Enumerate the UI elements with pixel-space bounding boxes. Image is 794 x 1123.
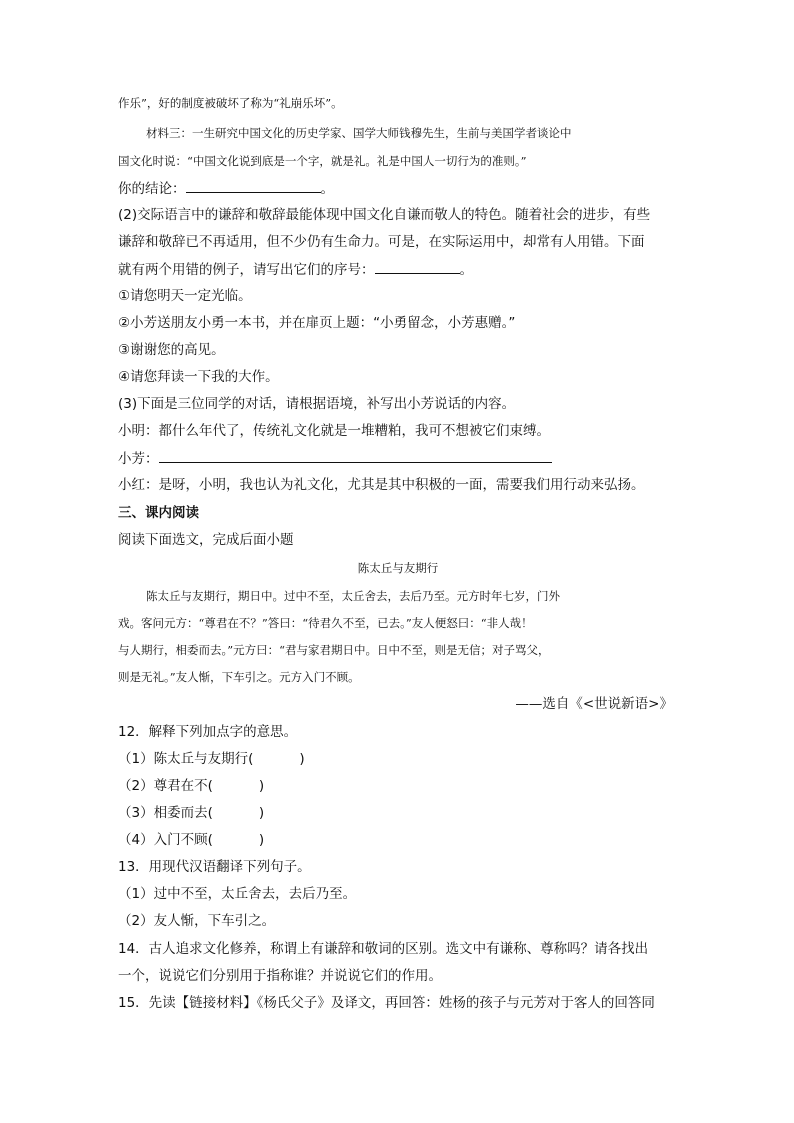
q12-item-2-text: 尊君在不( <box>153 778 213 794</box>
conclusion-end: 。 <box>320 181 334 197</box>
q12-item-3 <box>118 804 678 822</box>
q2-option-1: ①请您明天一定光临。 <box>118 288 252 304</box>
q2-option-3: ③谢谢您的高见。 <box>118 342 225 358</box>
q12-item-3-close: ) <box>258 805 265 821</box>
q12-item-4-close: ) <box>258 832 265 848</box>
passage-line-3: 与人期行，相委而去。”元方曰：“君与家君期日中。日中不至，则是无信；对子骂父， <box>118 643 550 657</box>
material3-line2: 国文化时说：“中国文化说到底是一个字，就是礼。礼是中国人一切行为的准则。” <box>118 154 527 168</box>
q12-item-2-close: ) <box>258 778 265 794</box>
q14-line2: 一个，说说它们分别用于指称谁？并说说它们的作用。 <box>118 968 442 984</box>
material-line-top: 作乐”，好的制度被破坏了称为“礼崩乐坏”。 <box>118 96 343 110</box>
q14-line1: 14．古人追求文化修养，称谓上有谦辞和敬词的区别。选文中有谦称、尊称吗？请各找出 <box>118 941 649 957</box>
q13-item-2: （2）友人惭，下车引之。 <box>118 913 276 929</box>
q12-item-3-num: （3） <box>118 805 154 821</box>
q15-line1: 15．先读【链接材料】《杨氏父子》及译文，再回答：姓杨的孩子与元芳对于客人的回答同 <box>118 995 655 1011</box>
passage-line-4: 则是无礼。”友人惭，下车引之。元方入门不顾。 <box>118 670 360 684</box>
q12-item-1 <box>118 750 678 768</box>
passage-line-1: 陈太丘与友期行，期日中。过中不至，太丘舍去，去后乃至。元方时年七岁，门外 <box>146 589 560 603</box>
q13-item-1: （1）过中不至，太丘舍去，去后乃至。 <box>118 886 357 902</box>
q12-item-3-text: 相委而去( <box>153 805 213 821</box>
q2-line1: (2)交际语言中的谦辞和敬辞最能体现中国文化自谦而敬人的特色。随着社会的进步，有些 <box>118 207 651 223</box>
q12-item-4-text: 入门不顾( <box>153 832 213 848</box>
q12-stem: 12．解释下列加点字的意思。 <box>118 724 298 740</box>
q12-item-2 <box>118 777 678 795</box>
q12-item-4-num: （4） <box>118 832 154 848</box>
section3-title: 三、课内阅读 <box>118 505 199 521</box>
q3-intro: (3)下面是三位同学的对话，请根据语境，补写出小芳说话的内容。 <box>118 396 516 412</box>
q3-xiaofang-label: 小芳： <box>118 451 159 467</box>
q3-xiaohong: 小红：是呀，小明，我也认为礼文化，尤其是其中积极的一面，需要我们用行动来弘扬。 <box>118 477 645 493</box>
q2-option-2: ②小芳送朋友小勇一本书，并在扉页上题：“小勇留念，小芳惠赠。” <box>118 315 516 331</box>
q12-item-1-close: ) <box>299 751 305 767</box>
passage-title: 陈太丘与友期行 <box>357 561 439 575</box>
q2-line2: 谦辞和敬辞已不再适用，但不少仍有生命力。可是，在实际运用中，却常有人用错。下面 <box>118 234 645 250</box>
passage-source: ——选自《<世说新语>》 <box>515 696 673 712</box>
conclusion-answer-blank[interactable] <box>186 179 321 193</box>
section3-instruction: 阅读下面选文，完成后面小题 <box>118 532 294 548</box>
q3-xiaofang-answer-blank[interactable] <box>159 449 552 463</box>
q2-answer-blank[interactable] <box>375 260 460 274</box>
q3-xiaofang-line <box>118 449 678 468</box>
conclusion-label: 你的结论： <box>118 181 186 197</box>
q2-line3 <box>118 260 678 279</box>
passage-line-2: 戏。客问元方：“尊君在不？”答曰：“待君久不至，已去。”友人便怒曰：“非人哉！ <box>118 616 533 630</box>
q13-stem: 13．用现代汉语翻译下列句子。 <box>118 859 311 875</box>
q2-option-4: ④请您拜读一下我的大作。 <box>118 369 279 385</box>
q2-line3-end: 。 <box>459 262 473 278</box>
conclusion-line <box>118 179 678 198</box>
q2-line3-prefix: 就有两个用错的例子，请写出它们的序号： <box>118 262 375 278</box>
q12-item-4 <box>118 831 678 849</box>
q12-item-2-num: （2） <box>118 778 154 794</box>
q12-item-1-text: 陈太丘与友期行( <box>153 751 254 767</box>
material3-line1: 材料三：一生研究中国文化的历史学家、国学大师钱穆先生，生前与美国学者谈论中 <box>146 126 572 140</box>
q3-xiaoming: 小明：都什么年代了，传统礼文化就是一堆糟粕，我可不想被它们束缚。 <box>118 423 550 439</box>
q12-item-1-num: （1） <box>118 751 154 767</box>
